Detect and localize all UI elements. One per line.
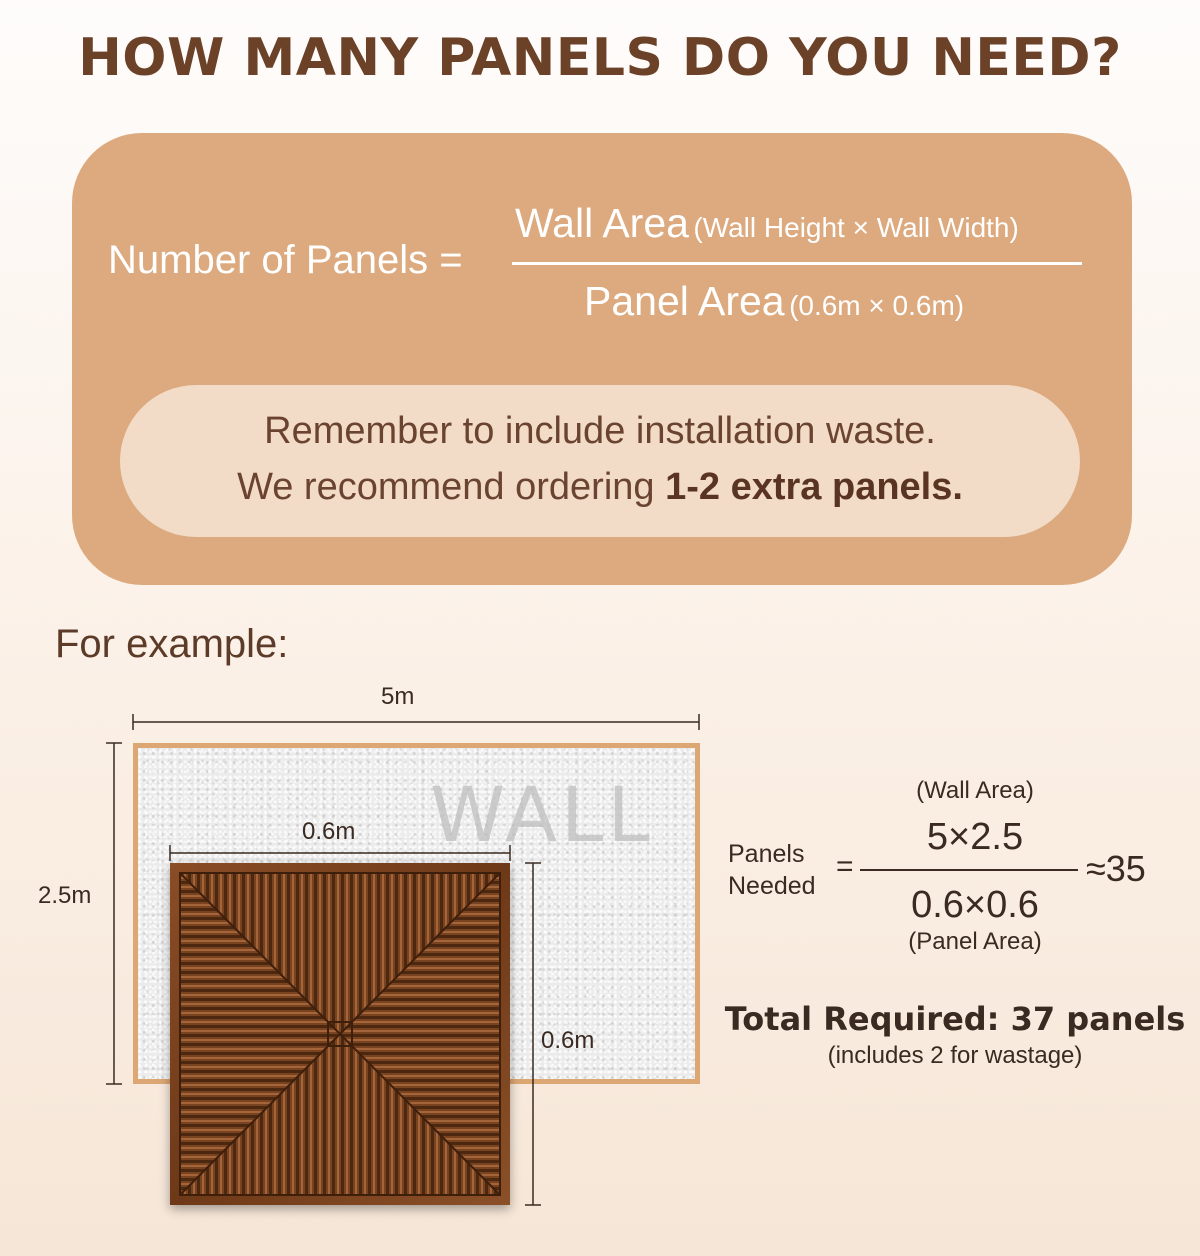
reminder-extra-panels: 1-2 extra panels. <box>665 466 963 508</box>
formula-numerator: Wall Area <box>515 200 689 246</box>
formula-numerator-note: (Wall Height × Wall Width) <box>693 212 1019 243</box>
calc-fraction-line <box>860 869 1078 871</box>
panel-width-label: 0.6m <box>302 818 356 845</box>
calc-lhs-line-2: Needed <box>728 872 816 900</box>
reminder-line-1: Remember to include installation waste. <box>264 410 936 452</box>
calc-lhs-line-1: Panels <box>728 840 805 868</box>
reminder-line-2-text: We recommend ordering <box>237 466 666 508</box>
total-note: (includes 2 for wastage) <box>827 1042 1083 1069</box>
formula-lhs: Number of Panels = <box>108 238 463 282</box>
calc-denominator-note: (Panel Area) <box>908 928 1042 955</box>
example-label: For example: <box>55 622 289 666</box>
formula-denominator-note: (0.6m × 0.6m) <box>789 290 965 321</box>
wall-width-label: 5m <box>381 683 415 710</box>
calc-denominator: 0.6×0.6 <box>911 884 1039 926</box>
formula-denominator: Panel Area <box>584 278 785 324</box>
panel-height-label: 0.6m <box>541 1027 595 1054</box>
wall-height-label: 2.5m <box>38 882 92 909</box>
calc-result: ≈35 <box>1086 848 1146 889</box>
calc-numerator: 5×2.5 <box>926 816 1024 858</box>
page-title: HOW MANY PANELS DO YOU NEED? <box>78 28 1122 88</box>
total-required: Total Required: 37 panels <box>724 1000 1186 1038</box>
calc-lhs <box>728 838 816 902</box>
calc-numerator-note: (Wall Area) <box>916 777 1034 804</box>
wall-label: WALL <box>430 770 654 859</box>
calc-equals: = <box>836 850 854 883</box>
